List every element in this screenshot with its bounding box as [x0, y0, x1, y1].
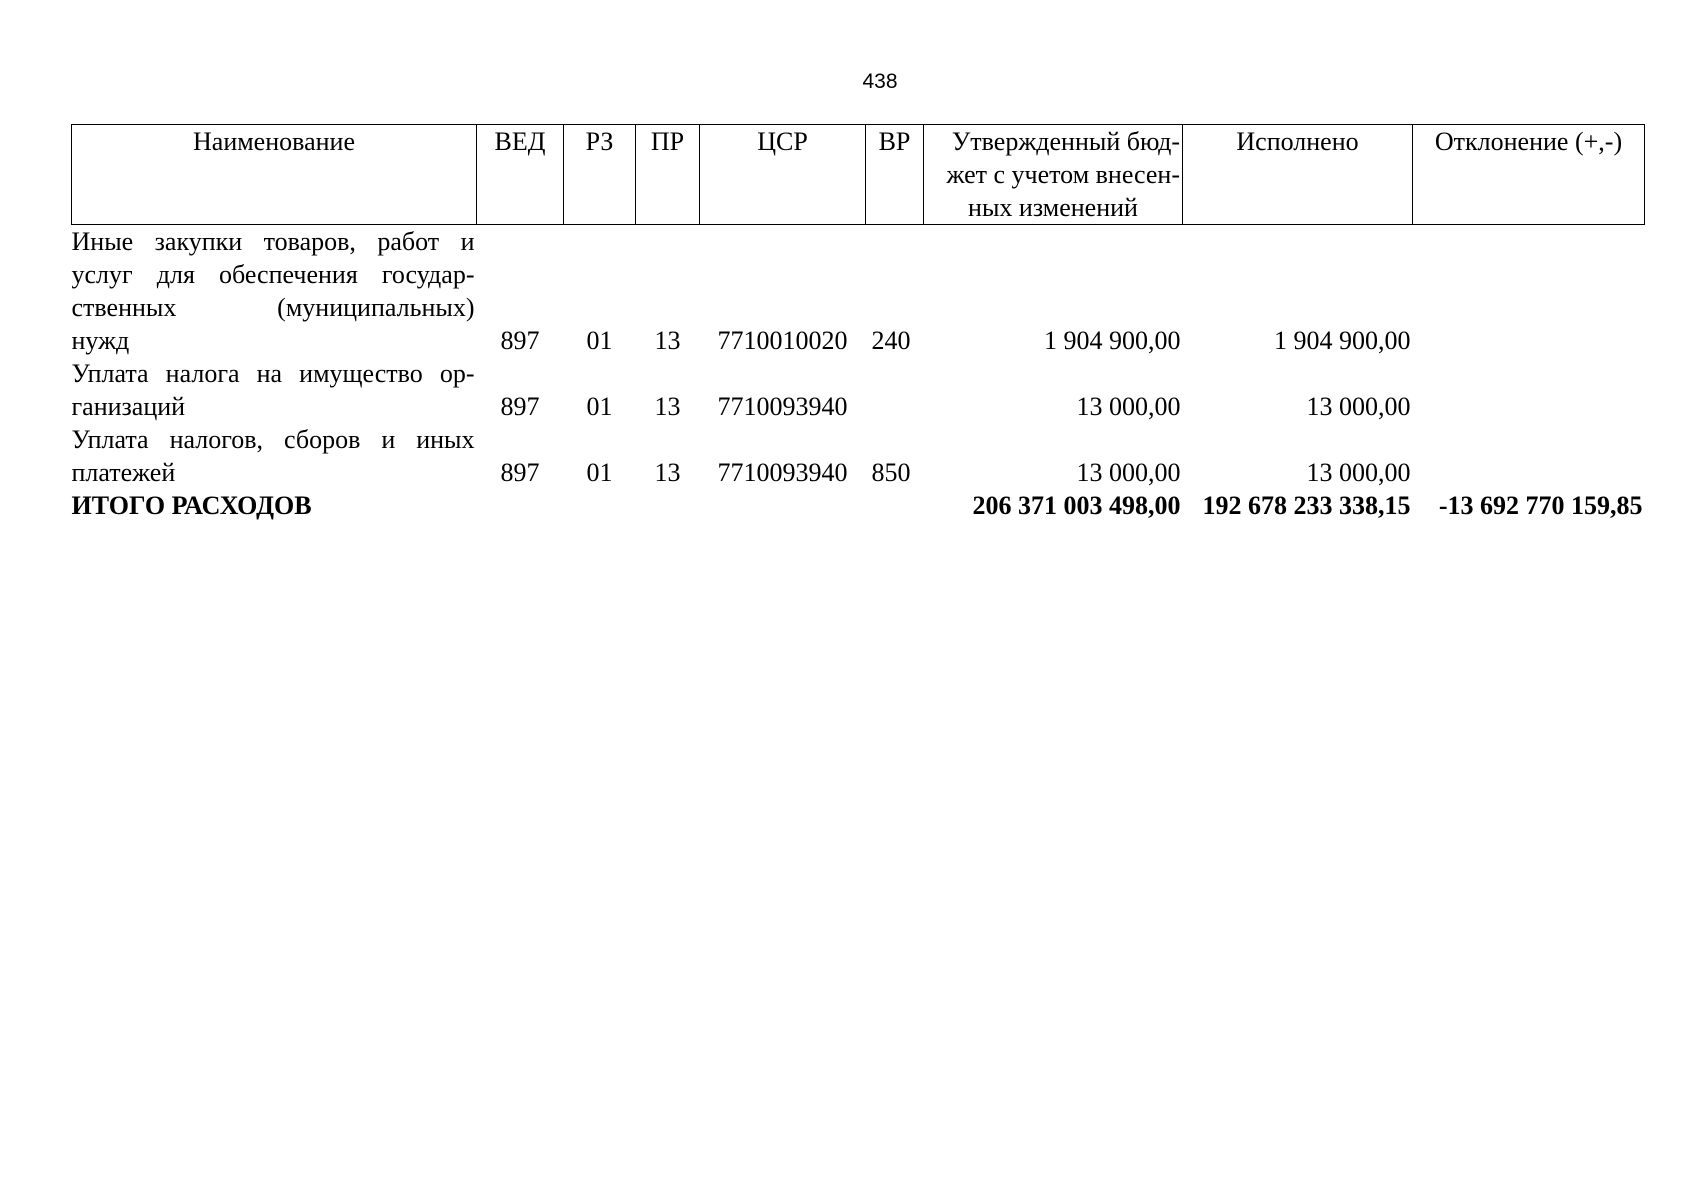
row-rz: 01: [586, 458, 613, 487]
row-vr: 240: [871, 326, 911, 355]
row-deviation: [1413, 357, 1645, 423]
header-pr: ПР: [636, 125, 700, 225]
row-approved: 13 000,00: [1076, 392, 1181, 421]
row-pr: 13: [654, 392, 681, 421]
header-approved-budget: [924, 125, 1183, 225]
total-row: [72, 489, 1645, 522]
row-rz: 01: [586, 392, 613, 421]
row-ved: 897: [500, 326, 540, 355]
header-vr: ВР: [866, 125, 924, 225]
row-vr: [866, 357, 924, 423]
row-name-line: ственных (муниципальных): [71, 293, 475, 322]
row-rz: 01: [586, 326, 613, 355]
row-name-line: услуг для обеспечения государ-: [71, 260, 475, 289]
total-executed: 192 678 233 338,15: [1202, 491, 1411, 520]
row-deviation: [1413, 225, 1645, 358]
row-executed: 13 000,00: [1306, 458, 1411, 487]
table-row: [72, 423, 1645, 489]
row-approved: 13 000,00: [1076, 458, 1181, 487]
table-body: [72, 225, 1645, 523]
header-ved: ВЕД: [477, 125, 564, 225]
row-ved: 897: [500, 458, 540, 487]
table-row: [72, 357, 1645, 423]
total-label: ИТОГО РАСХОДОВ: [71, 491, 312, 520]
row-pr: 13: [654, 326, 681, 355]
row-pr: 13: [654, 458, 681, 487]
row-executed: 1 904 900,00: [1274, 326, 1411, 355]
header-approved-line-3: ных изменений: [968, 193, 1138, 222]
row-name-line: нужд: [71, 326, 130, 355]
total-deviation: -13 692 770 159,85: [1438, 491, 1643, 520]
row-name: [72, 225, 477, 358]
row-name: [72, 423, 477, 489]
header-csr: ЦСР: [700, 125, 866, 225]
budget-execution-table: [71, 124, 1645, 522]
table-row: [72, 225, 1645, 358]
row-name-line: ганизаций: [71, 392, 186, 421]
row-approved: 1 904 900,00: [1044, 326, 1181, 355]
row-vr: 850: [871, 458, 911, 487]
row-executed: 13 000,00: [1306, 392, 1411, 421]
header-deviation: Отклонение (+,-): [1413, 125, 1645, 225]
header-approved-line-2: жет с учетом внесен-: [946, 160, 1180, 189]
row-name: [72, 357, 477, 423]
row-csr: 7710093940: [717, 458, 848, 487]
header-executed: Исполнено: [1183, 125, 1413, 225]
header-rz: РЗ: [564, 125, 636, 225]
row-deviation: [1413, 423, 1645, 489]
header-name: Наименование: [72, 125, 477, 225]
row-csr: 7710093940: [717, 392, 848, 421]
page-number: 438: [862, 70, 898, 93]
row-name-line: платежей: [71, 458, 176, 487]
header-row: [72, 125, 1645, 225]
row-name-line: Уплата налога на имущество ор-: [71, 359, 475, 388]
row-name-line: Иные закупки товаров, работ и: [71, 227, 475, 256]
row-name-line: Уплата налогов, сборов и иных: [71, 425, 475, 454]
table-header: [72, 125, 1645, 225]
total-approved: 206 371 003 498,00: [972, 491, 1181, 520]
header-approved-line-1: Утвержденный бюд-: [951, 127, 1180, 156]
row-ved: 897: [500, 392, 540, 421]
row-csr: 7710010020: [717, 326, 848, 355]
